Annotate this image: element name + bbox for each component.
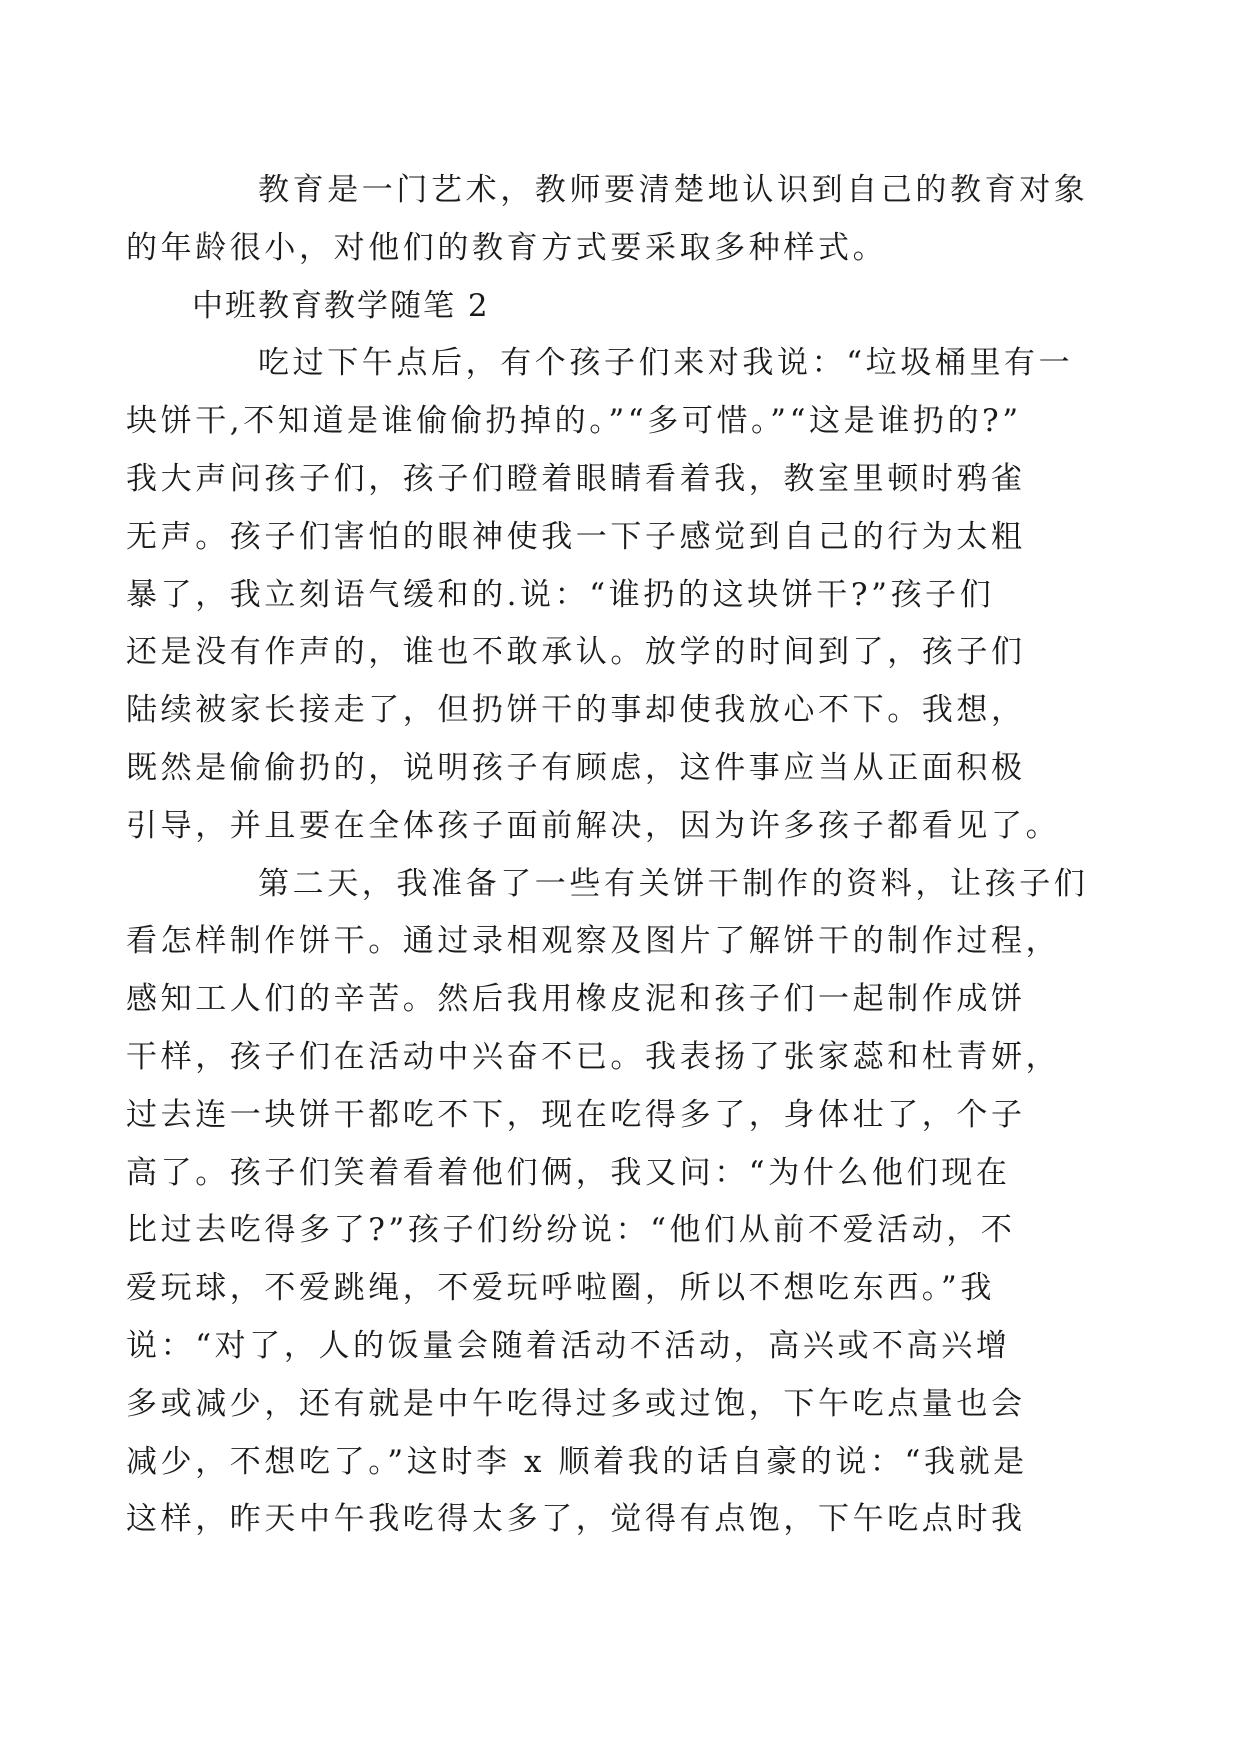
text-line: 块饼干,不知道是谁偷偷扔掉的。”“多可惜。”“这是谁扔的?” (126, 403, 1022, 440)
text-line: 第二天，我准备了一些有关饼干制作的资料，让孩子们 (258, 865, 1089, 902)
text-line: 陆续被家长接走了，但扔饼干的事却使我放心不下。我想， (126, 692, 1026, 729)
text-line: 的年龄很小，对他们的教育方式要采取多种样式。 (126, 229, 888, 266)
text-line: 减少，不想吃了。”这时李 x 顺着我的话自豪的说：“我就是 (126, 1443, 1028, 1480)
section-heading: 中班教育教学随笔 2 (192, 287, 490, 324)
text-line: 暴了，我立刻语气缓和的.说：“谁扔的这块饼干?”孩子们 (126, 576, 995, 613)
text-line: 干样，孩子们在活动中兴奋不已。我表扬了张家蕊和杜青妍， (126, 1038, 1061, 1075)
paragraph-2 (126, 335, 1074, 855)
text-line: 无声。孩子们害怕的眼神使我一下子感觉到自己的行为太粗 (126, 518, 1026, 555)
text-line: 引导，并且要在全体孩子面前解决，因为许多孩子都看见了。 (126, 807, 1061, 844)
text-line: 比过去吃得多了?”孩子们纷纷说：“他们从前不爱活动，不 (126, 1212, 1016, 1249)
text-line: 感知工人们的辛苦。然后我用橡皮泥和孩子们一起制作成饼 (126, 981, 1026, 1018)
text-line: 既然是偷偷扔的，说明孩子有顾虑，这件事应当从正面积极 (126, 749, 1026, 786)
text-line: 还是没有作声的，谁也不敢承认。放学的时间到了，孩子们 (126, 634, 1026, 671)
text-line: 高了。孩子们笑着看着他们俩，我又问：“为什么他们现在 (126, 1154, 1011, 1191)
paragraph-1 (126, 162, 1089, 278)
text-line: 我大声问孩子们，孩子们瞪着眼睛看着我，教室里顿时鸦雀 (126, 460, 1026, 497)
text-line: 看怎样制作饼干。通过录相观察及图片了解饼干的制作过程， (126, 923, 1061, 960)
text-line: 教育是一门艺术，教师要清楚地认识到自己的教育对象 (258, 172, 1089, 208)
text-line: 这样，昨天中午我吃得太多了，觉得有点饱，下午吃点时我 (126, 1501, 1026, 1538)
text-line: 说：“对了，人的饭量会随着活动不活动，高兴或不高兴增 (126, 1327, 1011, 1364)
text-line: 吃过下午点后，有个孩子们来对我说：“垃圾桶里有一 (258, 345, 1074, 382)
text-line: 过去连一块饼干都吃不下，现在吃得多了，身体壮了，个子 (126, 1096, 1026, 1133)
text-line: 多或减少，还有就是中午吃得过多或过饱，下午吃点量也会 (126, 1385, 1026, 1422)
document-body (126, 162, 1089, 1549)
text-line: 爱玩球，不爱跳绳，不爱玩呼啦圈，所以不想吃东西。”我 (126, 1270, 995, 1307)
paragraph-3 (126, 856, 1089, 1550)
